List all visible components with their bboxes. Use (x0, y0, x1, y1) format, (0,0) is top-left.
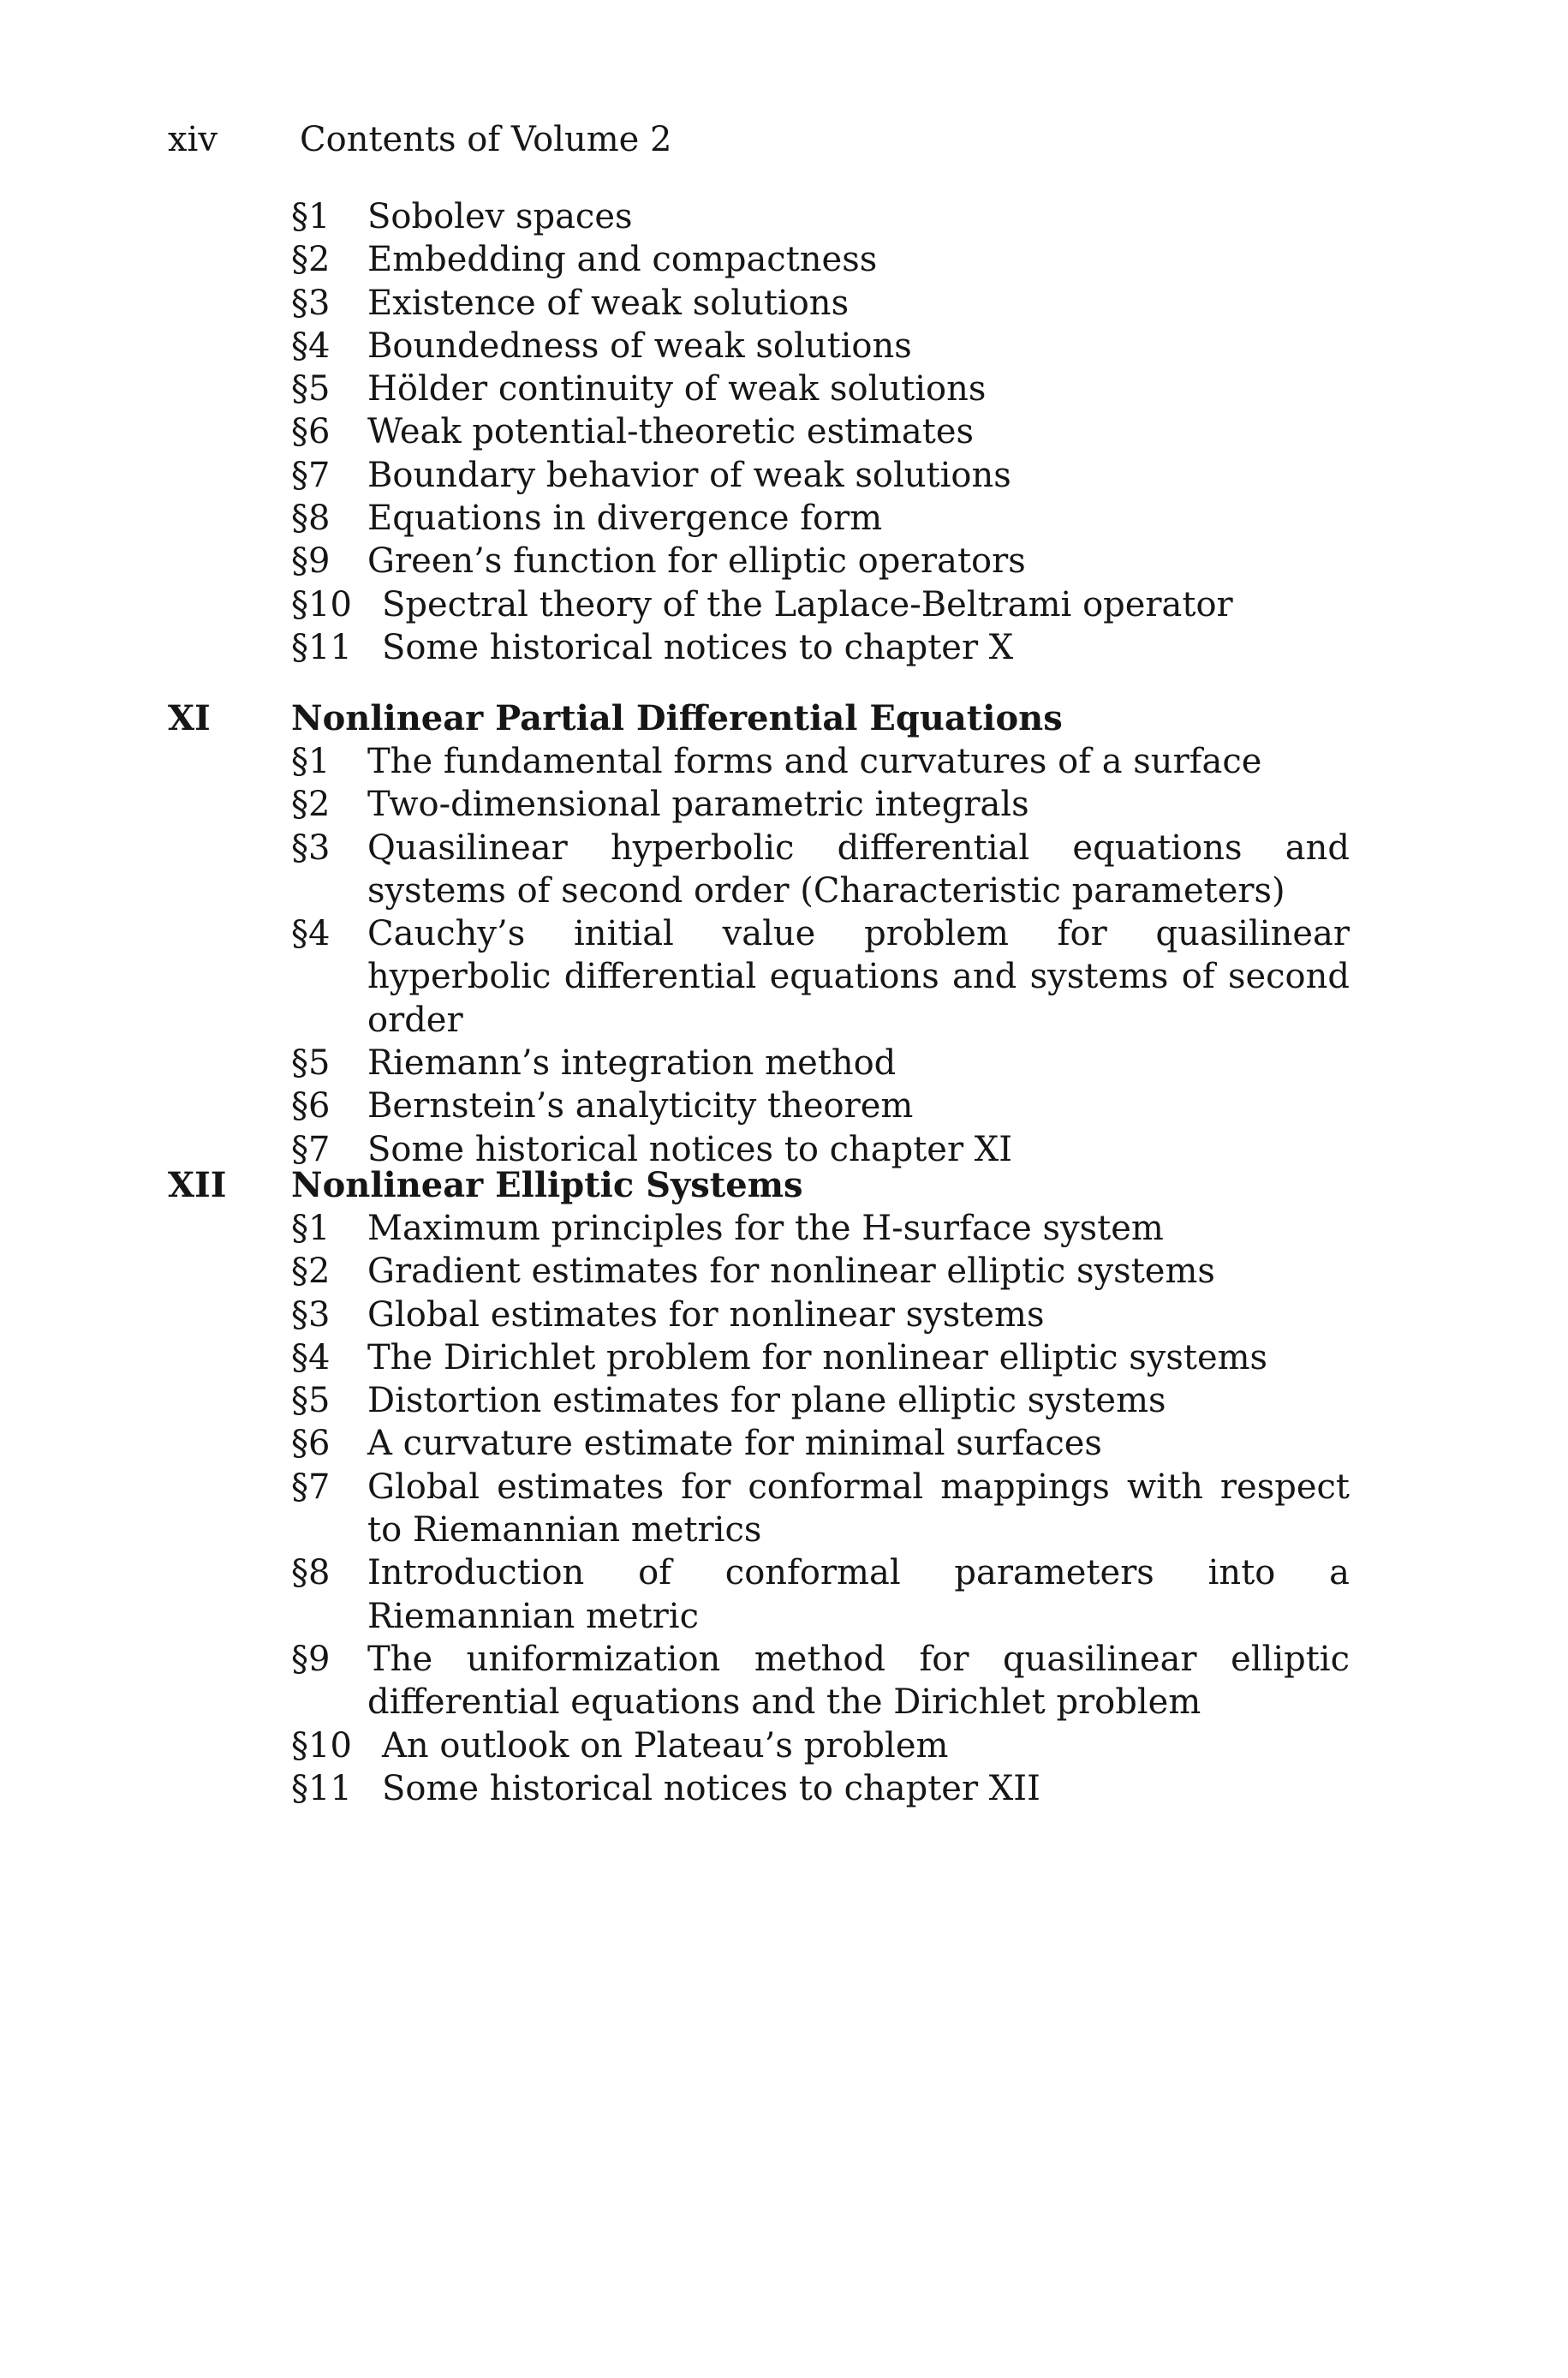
section-title: Spectral theory of the Laplace-Beltrami operator (382, 584, 1233, 624)
section-entry (168, 1042, 1350, 1084)
section-entry (168, 1207, 1350, 1250)
section-title: Some historical notices to chapter X (382, 627, 1014, 667)
section-number: §7 (291, 455, 331, 495)
section-entry (168, 540, 1350, 583)
section-list (168, 1207, 1350, 1810)
section-number: §1 (291, 1209, 331, 1248)
section-title: Equations in divergence form (367, 499, 883, 539)
section-entry (168, 583, 1350, 626)
section-title: Existence of weak solutions (367, 283, 850, 323)
section-title: The fundamental forms and curvatures of a surface (367, 742, 1262, 781)
section-title: A curvature estimate for minimal surfaces (367, 1424, 1102, 1464)
section-entry (168, 1336, 1350, 1379)
section-entry (168, 1379, 1350, 1422)
section-number: §4 (291, 1337, 331, 1377)
section-number: §9 (291, 541, 331, 582)
section-number: §3 (291, 828, 331, 868)
section-number: §5 (291, 369, 331, 409)
section-title: Boundary behavior of weak solutions (367, 455, 1011, 495)
section-entry (168, 454, 1350, 497)
section-entry (168, 1084, 1350, 1127)
chapter-title: Nonlinear Partial Differential Equations (291, 698, 1063, 738)
section-entry (168, 1250, 1350, 1293)
section-number: §8 (291, 499, 331, 539)
chapter-xii (168, 1164, 1350, 1810)
section-entry (168, 367, 1350, 410)
section-number: §6 (291, 412, 331, 452)
section-number: §9 (291, 1639, 331, 1679)
section-entry (168, 195, 1350, 238)
section-title: Quasilinear hyperbolic differential equations and systems of second order (Characteristic parameters) (367, 828, 1350, 911)
section-title: Two-dimensional parametric integrals (367, 785, 1029, 825)
section-number: §10 (291, 584, 352, 624)
section-title: Cauchy’s initial value problem for quasilinear hyperbolic differential equations and systems of second order (367, 914, 1350, 1040)
section-number: §5 (291, 1381, 331, 1421)
section-number: §5 (291, 1043, 331, 1084)
section-number: §2 (291, 785, 331, 825)
section-entry (168, 1294, 1350, 1336)
chapter-heading (168, 1164, 1350, 1207)
running-header (168, 118, 672, 161)
section-entry (168, 497, 1350, 540)
section-number: §6 (291, 1086, 331, 1126)
section-entry (168, 1422, 1350, 1465)
section-title: Boundedness of weak solutions (367, 326, 912, 366)
section-title: Riemann’s integration method (367, 1043, 897, 1084)
section-entry (168, 1767, 1350, 1810)
section-title: Some historical notices to chapter XII (382, 1768, 1040, 1808)
section-number: §11 (291, 1768, 352, 1808)
section-title: Maximum principles for the H-surface system (367, 1209, 1164, 1248)
section-number: §1 (291, 742, 331, 781)
chapter-title: Nonlinear Elliptic Systems (291, 1165, 803, 1205)
section-title: Introduction of conformal parameters into a Riemannian metric (367, 1553, 1350, 1636)
section-entry (168, 1466, 1350, 1552)
section-entry (168, 912, 1350, 1042)
section-title: An outlook on Plateau’s problem (382, 1725, 949, 1766)
section-entry (168, 740, 1350, 783)
section-number: §7 (291, 1129, 331, 1169)
section-entry (168, 325, 1350, 367)
section-number: §4 (291, 326, 331, 366)
section-entry (168, 282, 1350, 325)
section-title: Gradient estimates for nonlinear elliptic systems (367, 1252, 1215, 1292)
section-number: §2 (291, 240, 331, 280)
section-title: Green’s function for elliptic operators (367, 541, 1026, 582)
section-title: Some historical notices to chapter XI (367, 1129, 1013, 1169)
chapter-x-section-list (168, 195, 1350, 669)
section-number: §1 (291, 197, 331, 236)
section-number: §3 (291, 1294, 331, 1335)
section-title: Bernstein’s analyticity theorem (367, 1086, 914, 1126)
chapter-xi (168, 697, 1350, 1171)
section-title: Global estimates for nonlinear systems (367, 1294, 1045, 1335)
chapter-number: XII (168, 1165, 227, 1205)
section-title: Hölder continuity of weak solutions (367, 369, 987, 409)
section-number: §6 (291, 1424, 331, 1464)
section-title: Sobolev spaces (367, 197, 633, 236)
section-entry (168, 827, 1350, 913)
section-list (168, 740, 1350, 1171)
chapter-number: XI (168, 698, 211, 738)
section-number: §10 (291, 1725, 352, 1766)
section-entry (168, 783, 1350, 826)
section-title: The Dirichlet problem for nonlinear elliptic systems (367, 1337, 1268, 1377)
section-number: §7 (291, 1467, 331, 1507)
section-title: Distortion estimates for plane elliptic systems (367, 1381, 1166, 1421)
section-title: Weak potential-theoretic estimates (367, 412, 975, 452)
section-entry (168, 410, 1350, 453)
section-entry (168, 1638, 1350, 1724)
section-number: §2 (291, 1252, 331, 1292)
section-number: §3 (291, 283, 331, 323)
section-title: The uniformization method for quasilinear elliptic differential equations and the Dirichlet problem (367, 1639, 1350, 1723)
section-number: §4 (291, 914, 331, 954)
section-number: §11 (291, 627, 352, 667)
section-list (168, 195, 1350, 669)
section-entry (168, 626, 1350, 669)
section-entry (168, 1551, 1350, 1638)
running-title: Contents of Volume 2 (300, 120, 672, 159)
section-title: Embedding and compactness (367, 240, 878, 280)
section-number: §8 (291, 1553, 331, 1593)
section-entry (168, 1724, 1350, 1767)
section-entry (168, 238, 1350, 281)
chapter-heading (168, 697, 1350, 740)
page-number: xiv (168, 120, 218, 159)
section-title: Global estimates for conformal mappings with respect to Riemannian metrics (367, 1467, 1350, 1550)
